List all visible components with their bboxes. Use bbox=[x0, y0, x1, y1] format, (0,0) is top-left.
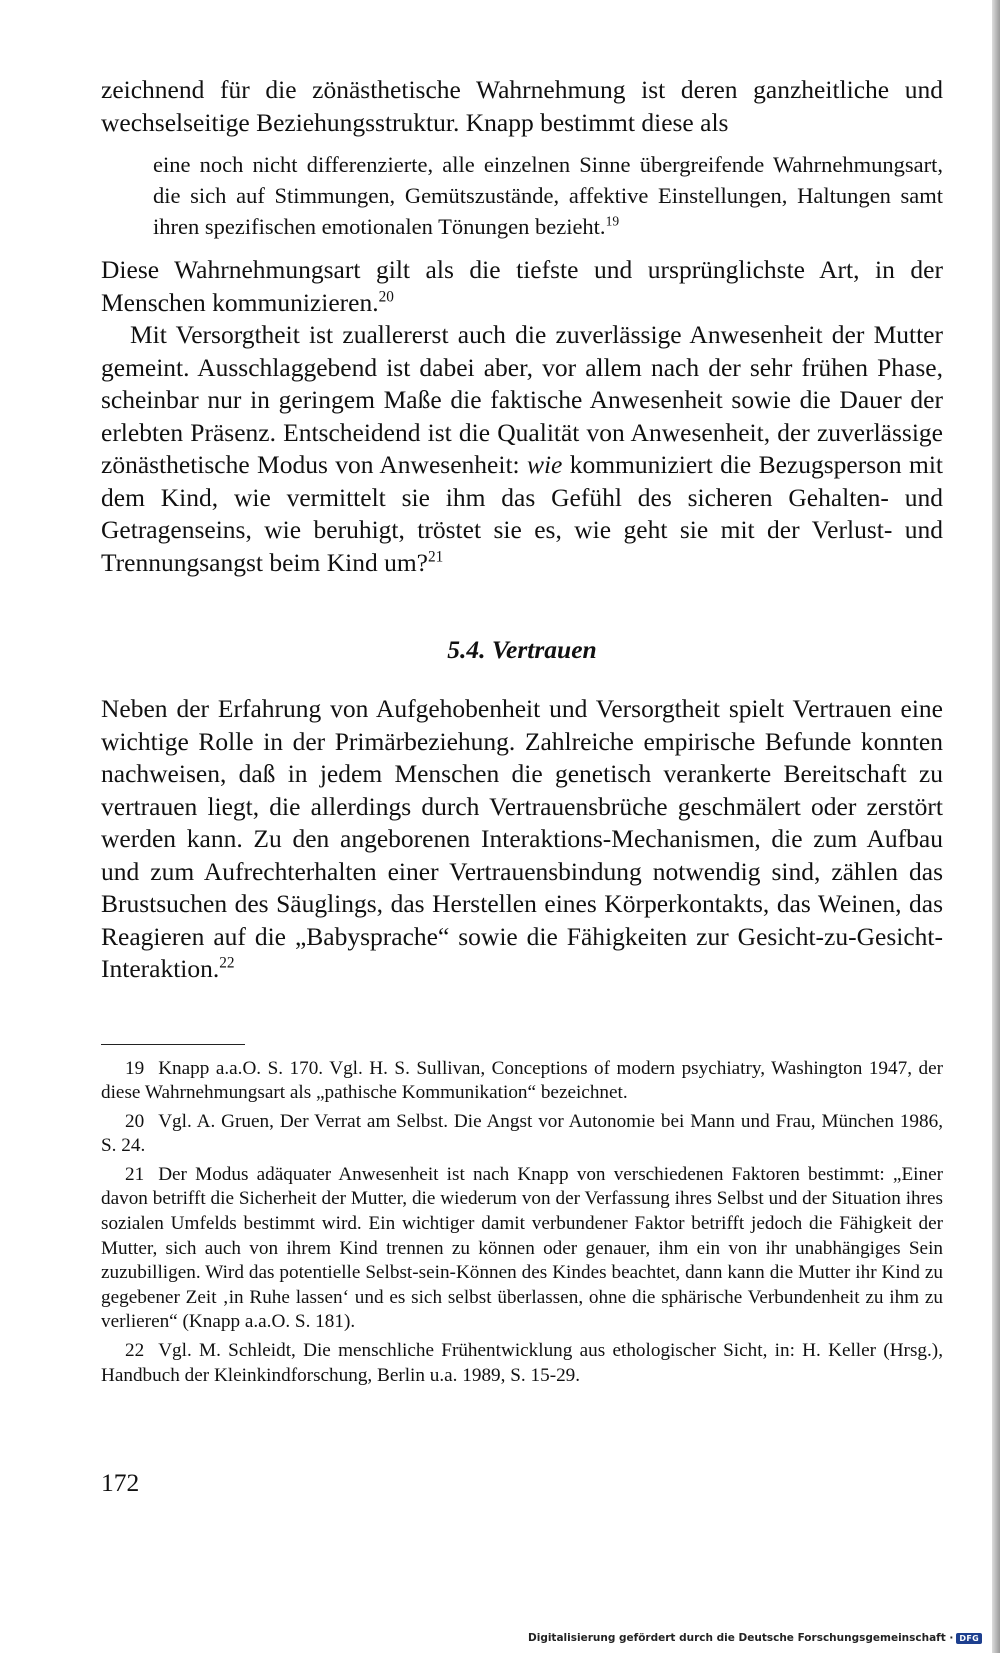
footnote-text: Knapp a.a.O. S. 170. Vgl. H. S. Sullivan, Conceptions of modern psychiatry, Washington 1947, der diese Wahrnehmungsart als „pathische Kommunikation“ bezeichnet. bbox=[101, 1057, 943, 1104]
paragraph-4 bbox=[101, 693, 943, 986]
footnote-text: Der Modus adäquater Anwesenheit ist nach Knapp von verschiedenen Faktoren bestimmt: „Einer davon betrifft die Sicherheit der Mutter, die wiederum von der Verfassung ihres Selbst und der Situation ihres sozialen Umfelds bestimmt wird. Ein wichtiger damit verbundener Faktor betrifft jedoch die Fähigkeit der Mutter, sich auch von ihrem Kind trennen zu können oder genauer, ihm ein von ihr unabhängiges Sein zuzubilligen. Wird das potentielle Selbst-sein-Können des Kindes beachtet, dann kann die Mutter ihr Kind zu gegebener Zeit ‚in Ruhe lassen‘ und es sich selbst überlassen, ohne die sphärische Verbundenheit zu ihm zu verlieren“ (Knapp a.a.O. S. 181). bbox=[101, 1163, 943, 1333]
footnote-number: 22 bbox=[125, 1340, 145, 1362]
paragraph-3-text-b: kommuniziert die Bezugsperson mit dem Kind, wie vermittelt sie ihm das Gefühl des sicheren Gehalten- und Getragenseins, wie beruhigt, tröstet sie es, wie geht sie mit der Verlust- und Trennungsangst beim Kind um? bbox=[101, 450, 943, 577]
footnote-text: Vgl. A. Gruen, Der Verrat am Selbst. Die Angst vor Autonomie bei Mann und Frau, München 1986, S. 24. bbox=[101, 1110, 943, 1157]
paragraph-1: zeichnend für die zönästhetische Wahrnehmung ist deren ganzheitliche und wechselseitige Beziehungsstruktur. Knapp bestimmt diese als bbox=[101, 75, 943, 137]
page-body bbox=[101, 74, 943, 1392]
block-quote bbox=[153, 149, 943, 242]
footnote-number: 21 bbox=[125, 1163, 145, 1185]
footnote-divider bbox=[101, 1044, 245, 1045]
paragraph-3 bbox=[101, 319, 943, 579]
quote-text: eine noch nicht differenzierte, alle einzelnen Sinne übergreifende Wahrnehmungsart, die sich auf Stimmungen, Gemütszustände, affektive Einstellungen, Haltungen samt ihren spezifischen emotionalen Tönungen bezieht. bbox=[153, 152, 943, 239]
footnote-ref-19[interactable]: 19 bbox=[605, 213, 620, 229]
dfg-logo-icon: DFG bbox=[956, 1633, 982, 1644]
footnote-ref-22[interactable]: 22 bbox=[219, 954, 235, 972]
footnote-ref-21[interactable]: 21 bbox=[428, 548, 444, 565]
footnote-text: Vgl. M. Schleidt, Die menschliche Frühentwicklung aus ethologischer Sicht, in: H. Keller (Hrsg.), Handbuch der Kleinkindforschung, Berlin u.a. 1989, S. 15-29. bbox=[101, 1340, 943, 1386]
paragraph-3-italic: wie bbox=[526, 450, 563, 479]
footnote-number: 19 bbox=[125, 1057, 145, 1079]
footnote-number: 20 bbox=[125, 1110, 145, 1132]
footnote-21 bbox=[101, 1163, 943, 1335]
page-number: 172 bbox=[101, 1468, 140, 1497]
footnote-19 bbox=[101, 1057, 943, 1106]
footnote-ref-20[interactable]: 20 bbox=[378, 288, 394, 305]
paragraph-3-text-a: Mit Versorgtheit ist zuallererst auch die zuverlässige Anwesenheit der Mutter gemeint. Ausschlaggebend ist dabei aber, vor allem nach der sehr frühen Phase, scheinbar nur in geringem Maße die faktische Anwesenheit sowie die Dauer der erlebten Präsenz. Entscheidend ist die Qualität von Anwesenheit, der zuverlässige zönästhetische Modus von Anwesenheit: bbox=[101, 320, 943, 479]
footnote-20 bbox=[101, 1110, 943, 1159]
paragraph-4-text: Neben der Erfahrung von Aufgehobenheit und Versorgtheit spielt Vertrauen eine wichtige Rolle in der Primärbeziehung. Zahlreiche empirische Befunde konnten nachweisen, daß in jedem Menschen die genetisch verankerte Bereitschaft zu vertrauen liegt, die allerdings durch Vertrauensbrüche geschmälert oder zerstört werden kann. Zu den angeborenen Interaktions-Mechanismen, die zum Aufbau und zum Aufrechterhalten einer Vertrauensbindung notwendig sind, zählen das Brustsuchen des Säuglings, das Herstellen eines Körperkontakts, das Weinen, das Reagieren auf die „Babysprache“ sowie die Fähigkeiten zur Gesicht-zu-Gesicht-Interaktion. bbox=[101, 694, 943, 983]
credit-text: Digitalisierung gefördert durch die Deutsche Forschungsgemeinschaft · bbox=[528, 1632, 954, 1644]
scan-edge-shadow bbox=[992, 0, 1000, 1653]
section-heading: 5.4. Vertrauen bbox=[447, 635, 597, 664]
digitization-credit bbox=[528, 1632, 982, 1644]
paragraph-2 bbox=[101, 254, 943, 319]
footnote-22 bbox=[101, 1339, 943, 1388]
paragraph-2-text: Diese Wahrnehmungsart gilt als die tiefste und ursprünglichste Art, in der Menschen kommunizieren. bbox=[101, 255, 943, 317]
footnotes bbox=[101, 1057, 943, 1389]
